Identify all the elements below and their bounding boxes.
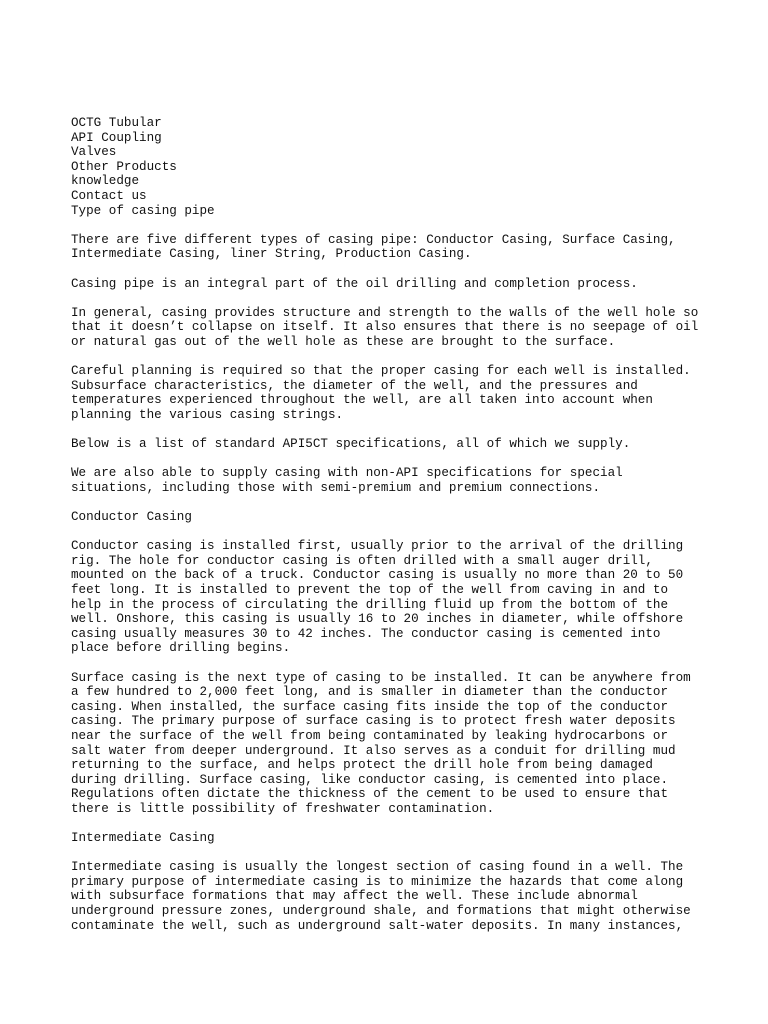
intermediate-casing-heading: Intermediate Casing	[71, 831, 215, 846]
page-title: Type of casing pipe	[71, 203, 215, 218]
intro-paragraph: There are five different types of casing pipe: Conductor Casing, Surface Casing, Intermediate Casing, liner String, Production Casing.	[71, 232, 676, 262]
intermediate-casing-paragraph: Intermediate casing is usually the longest section of casing found in a well. The primary purpose of intermediate casing is to minimize the hazards that come along with subsurface formations that may affect the well. These include abnormal underground pressure zones, underground shale, and formations that might otherwise contaminate the well, such as underground salt-water deposits. In many instances,	[71, 860, 691, 933]
nav-link-api-coupling[interactable]: API Coupling	[71, 130, 162, 145]
planning-paragraph: Careful planning is required so that the proper casing for each well is installed. Subsurface characteristics, the diameter of the well, and the pressures and temperatures experienced throughout the well, are all taken into account when planning the various casing strings.	[71, 364, 691, 422]
nav-link-other-products[interactable]: Other Products	[71, 159, 177, 174]
non-api-paragraph: We are also able to supply casing with non-API specifications for special situations, including those with semi-premium and premium connections.	[71, 466, 623, 495]
structure-paragraph: In general, casing provides structure and strength to the walls of the well hole so that it doesn’t collapse on itself. It also ensures that there is no seepage of oil or natural gas out of the well hole as these are brought to the surface.	[71, 305, 699, 349]
integral-paragraph: Casing pipe is an integral part of the oil drilling and completion process.	[71, 276, 638, 291]
document-page	[71, 116, 731, 933]
surface-casing-paragraph: Surface casing is the next type of casing to be installed. It can be anywhere from a few hundred to 2,000 feet long, and is smaller in diameter than the conductor casing. When installed, the surface casing fits inside the top of the conductor casing. The primary purpose of surface casing is to protect fresh water deposits near the surface of the well from being contaminated by leaking hydrocarbons or salt water from deeper underground. It also serves as a conduit for drilling mud returning to the surface, and helps protect the drill hole from being damaged during drilling. Surface casing, like conductor casing, is cemented into place. Regulations often dictate the thickness of the cement to be used to ensure that there is little possibility of freshwater contamination.	[71, 670, 691, 816]
nav-link-octg-tubular[interactable]: OCTG Tubular	[71, 116, 162, 130]
nav-link-contact-us[interactable]: Contact us	[71, 188, 147, 203]
conductor-casing-paragraph: Conductor casing is installed first, usually prior to the arrival of the drilling rig. The hole for conductor casing is often drilled with a small auger drill, mounted on the back of a truck. Conductor casing is usually no more than 20 to 50 feet long. It is installed to prevent the top of the well from caving in and to help in the process of circulating the drilling fluid up from the bottom of the well. Onshore, this casing is usually 16 to 20 inches in diameter, while offshore casing usually measures 30 to 42 inches. The conductor casing is cemented into place before drilling begins.	[71, 539, 684, 656]
conductor-casing-heading: Conductor Casing	[71, 510, 192, 525]
specifications-paragraph: Below is a list of standard API5CT specifications, all of which we supply.	[71, 437, 631, 452]
nav-link-knowledge[interactable]: knowledge	[71, 174, 140, 189]
site-navigation	[71, 116, 731, 218]
nav-link-valves[interactable]: Valves	[71, 145, 117, 160]
